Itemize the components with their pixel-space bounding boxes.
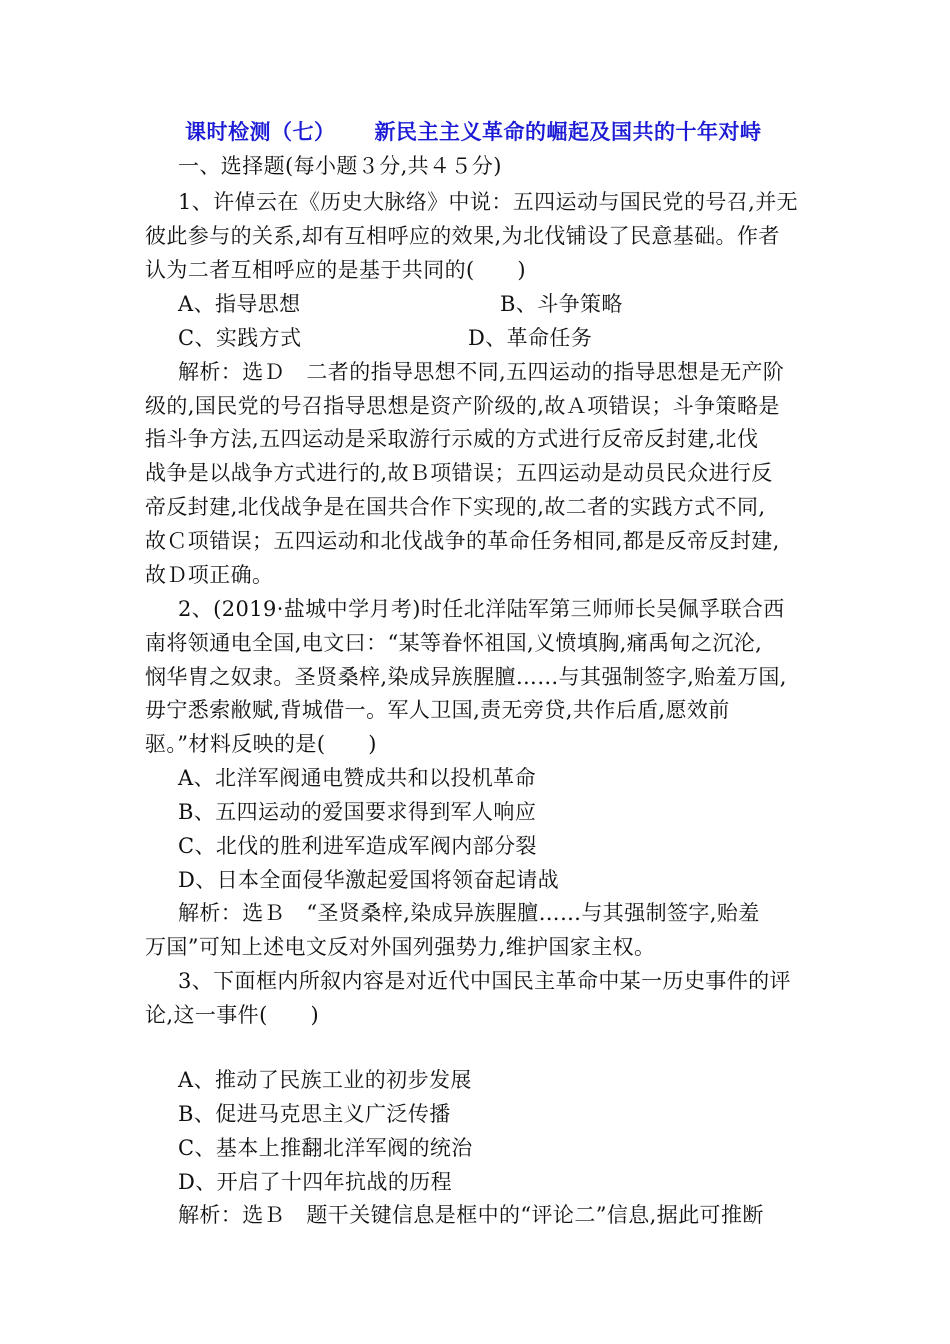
q3-option-a: A、推动了民族工业的初步发展 xyxy=(178,1068,472,1092)
q1-stem-line: 认为二者互相呼应的是基于共同的( ) xyxy=(145,258,526,282)
q3-stem-line: 论,这一事件( ) xyxy=(145,1003,320,1027)
q1-analysis-line: 解析：选Ｄ 二者的指导思想不同,五四运动的指导思想是无产阶 xyxy=(178,360,785,384)
q3-analysis-line: 解析：选Ｂ 题干关键信息是框中的“评论二”信息,据此可推断 xyxy=(178,1203,764,1227)
q1-analysis-line: 指斗争方法,五四运动是采取游行示威的方式进行反帝反封建,北伐 xyxy=(145,427,759,451)
q1-analysis-line: 级的,国民党的号召指导思想是资产阶级的,故Ａ项错误；斗争策略是 xyxy=(145,394,780,418)
q3-option-b: B、促进马克思主义广泛传播 xyxy=(178,1102,451,1126)
q2-option-b: B、五四运动的爱国要求得到军人响应 xyxy=(178,800,537,824)
page-title: 课时检测（七） 新民主主义革命的崛起及国共的十年对峙 xyxy=(185,119,762,144)
q1-option-a: A、指导思想 xyxy=(178,292,301,316)
q1-option-b: B、斗争策略 xyxy=(500,292,623,316)
q3-option-c: C、基本上推翻北洋军阀的统治 xyxy=(178,1136,473,1160)
q1-option-d: D、革命任务 xyxy=(468,326,593,350)
q2-option-a: A、北洋军阀通电赞成共和以投机革命 xyxy=(178,766,536,790)
q3-option-d: D、开启了十四年抗战的历程 xyxy=(178,1170,453,1194)
q2-analysis-line: 解析：选Ｂ “圣贤桑梓,染成异族腥膻……与其强制签字,贻羞 xyxy=(178,901,760,925)
q1-stem-line: 彼此参与的关系,却有互相呼应的效果,为北伐铺设了民意基础。作者 xyxy=(145,224,780,248)
q2-stem-line: 毋宁悉索敝赋,背城借一。军人卫国,责无旁贷,共作后盾,愿效前 xyxy=(145,698,730,722)
section-heading: 一、选择题(每小题３分,共４５分) xyxy=(178,154,502,178)
q1-option-c: C、实践方式 xyxy=(178,326,302,350)
q2-analysis-line: 万国”可知上述电文反对外国列强势力,维护国家主权。 xyxy=(145,935,656,959)
q2-stem-line: 南将领通电全国,电文曰：“某等眷怀祖国,义愤填胸,痛禹甸之沉沦, xyxy=(145,631,763,655)
q1-analysis-line: 故Ｃ项错误；五四运动和北伐战争的革命任务相同,都是反帝反封建, xyxy=(145,529,780,553)
q1-analysis-line: 战争是以战争方式进行的,故Ｂ项错误；五四运动是动员民众进行反 xyxy=(145,461,773,485)
q1-stem-line: 1、许倬云在《历史大脉络》中说：五四运动与国民党的号召,并无 xyxy=(178,190,799,214)
q1-analysis-line: 帝反封建,北伐战争是在国共合作下实现的,故二者的实践方式不同, xyxy=(145,495,766,519)
q2-option-c: C、北伐的胜利进军造成军阀内部分裂 xyxy=(178,834,537,858)
q2-stem-line: 2、(2019·盐城中学月考)时任北洋陆军第三师师长吴佩孚联合西 xyxy=(178,597,785,621)
q2-option-d: D、日本全面侵华激起爱国将领奋起请战 xyxy=(178,868,560,892)
q2-stem-line: 悯华胄之奴隶。圣贤桑梓,染成异族腥膻……与其强制签字,贻羞万国, xyxy=(145,665,787,689)
q2-stem-line: 驱。”材料反映的是( ) xyxy=(145,732,377,756)
q1-analysis-line: 故Ｄ项正确。 xyxy=(145,563,274,587)
q3-stem-line: 3、下面框内所叙内容是对近代中国民主革命中某一历史事件的评 xyxy=(178,969,791,993)
